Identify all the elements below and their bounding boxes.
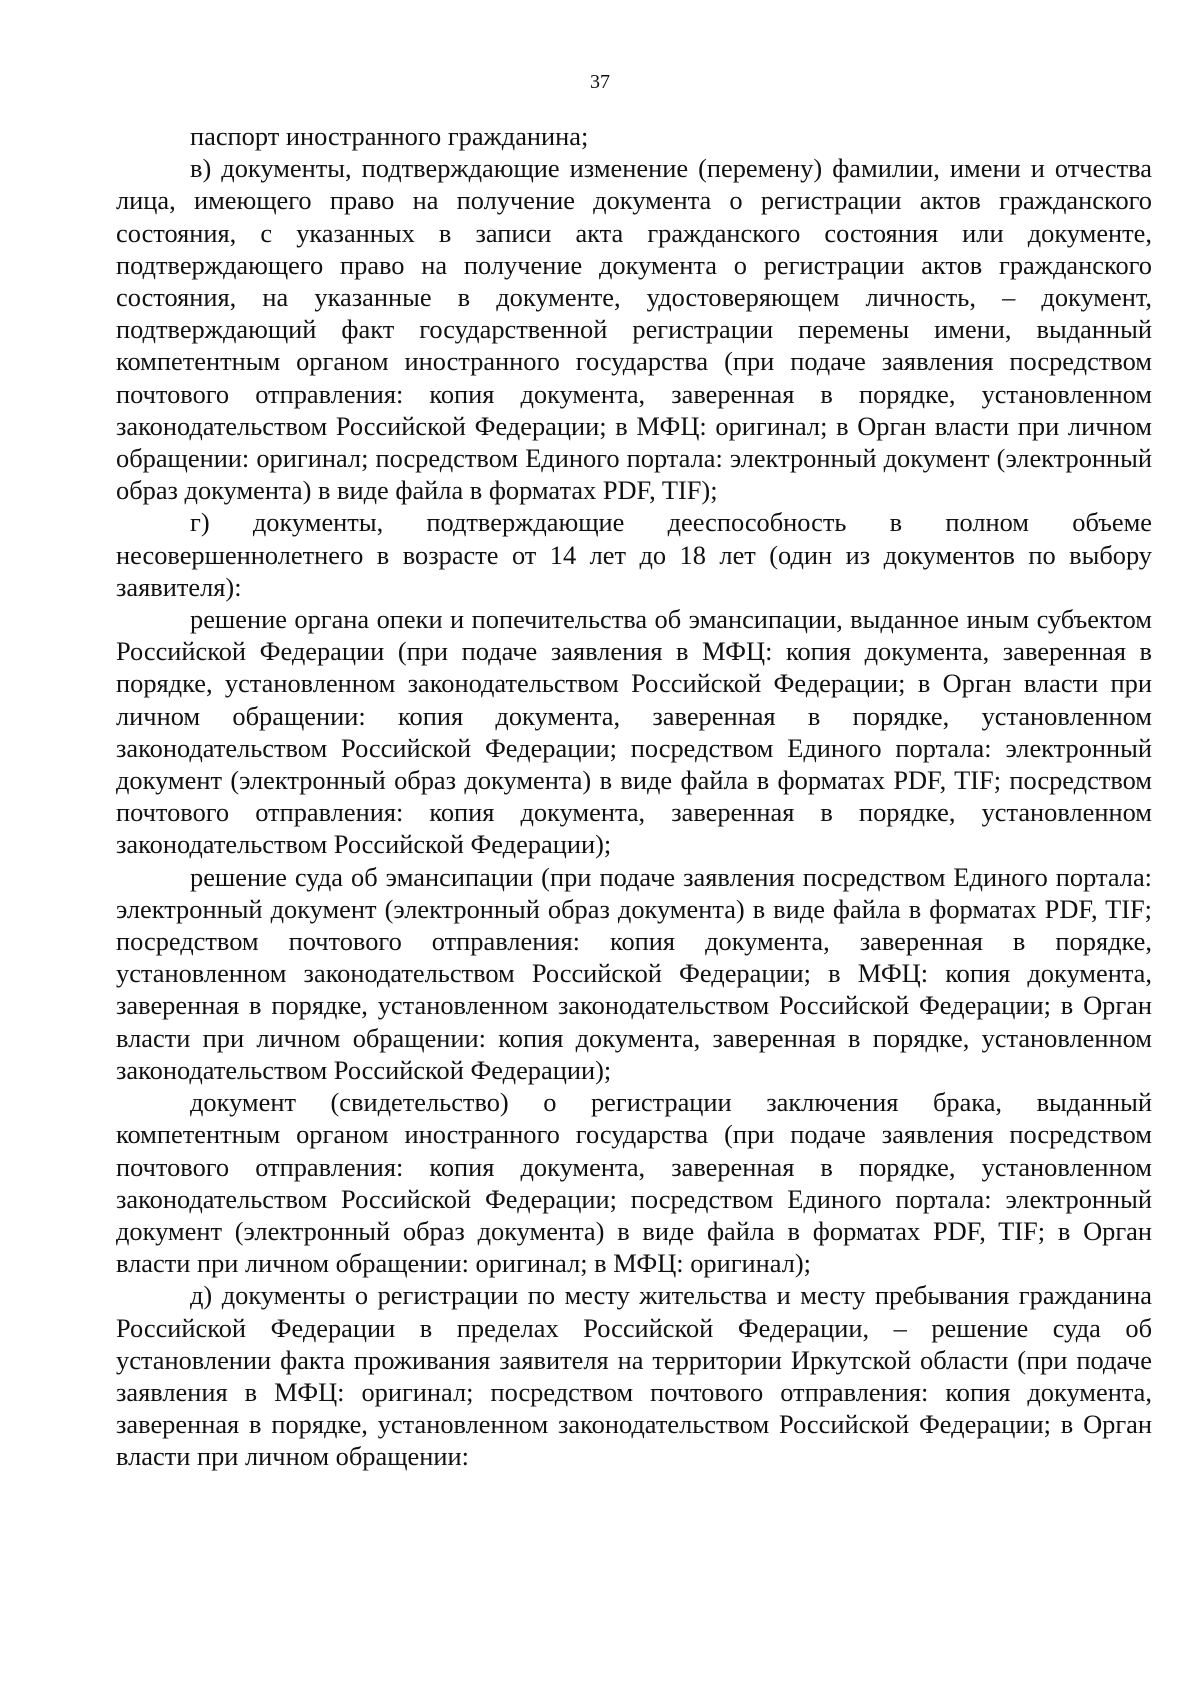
paragraph-marriage-certificate: документ (свидетельство) о регистрации заключения брака, выданный компетентным органом иностранного государства (при подаче заявления посредством почтового отправления: копия документа, заверенная в порядке, установленном законодательством Российской Федерации; посредством Единого портала: электронный документ (электронный образ документа) в виде файла в форматах PDF, TIF; в Орган власти при личном обращении: оригинал; в МФЦ: оригинал); bbox=[116, 1087, 1152, 1279]
paragraph-item-v: в) документы, подтверждающие изменение (перемену) фамилии, имени и отчества лица, имеющего право на получение документа о регистрации актов гражданского состояния, с указанных в записи акта гражданского состояния или документе, подтверждающего право на получение документа о регистрации актов гражданского состояния, на указанные в документе, удостоверяющем личность, – документ, подтверждающий факт государственной регистрации перемены имени, выданный компетентным органом иностранного государства (при подаче заявления посредством почтового отправления: копия документа, заверенная в порядке, установленном законодательством Российской Федерации; в МФЦ: оригинал; в Орган власти при личном обращении: оригинал; посредством Единого портала: электронный документ (электронный образ документа) в виде файла в форматах PDF, TIF); bbox=[116, 153, 1152, 506]
paragraph-guardianship-decision: решение органа опеки и попечительства об эмансипации, выданное иным субъектом Российской Федерации (при подаче заявления в МФЦ: копия документа, заверенная в порядке, установленном законодательством Российской Федерации; в Орган власти при личном обращении: копия документа, заверенная в порядке, установленном законодательством Российской Федерации; посредством Единого портала: электронный документ (электронный образ документа) в виде файла в форматах PDF, TIF; посредством почтового отправления: копия документа, заверенная в порядке, установленном законодательством Российской Федерации); bbox=[116, 604, 1152, 860]
paragraph-passport: паспорт иностранного гражданина; bbox=[190, 121, 589, 151]
paragraph-court-decision: решение суда об эмансипации (при подаче заявления посредством Единого портала: электронный документ (электронный образ документа) в виде файла в форматах PDF, TIF; посредством почтового отправления: копия документа, заверенная в порядке, установленном законодательством Российской Федерации; в МФЦ: копия документа, заверенная в порядке, установленном законодательством Российской Федерации; в Орган власти при личном обращении: копия документа, заверенная в порядке, установленном законодательством Российской Федерации); bbox=[116, 861, 1152, 1085]
document-body bbox=[116, 120, 1152, 1473]
paragraph-item-d: д) документы о регистрации по месту жительства и месту пребывания гражданина Российской Федерации в пределах Российской Федерации, – решение суда об установлении факта проживания заявителя на территории Иркутской области (при подаче заявления в МФЦ: оригинал; посредством почтового отправления: копия документа, заверенная в порядке, установленном законодательством Российской Федерации; в Орган власти при личном обращении: bbox=[116, 1280, 1152, 1472]
paragraph-item-g: г) документы, подтверждающие дееспособность в полном объеме несовершеннолетнего в возрасте от 14 лет до 18 лет (один из документов по выбору заявителя): bbox=[116, 507, 1152, 602]
page-number: 37 bbox=[590, 71, 610, 93]
